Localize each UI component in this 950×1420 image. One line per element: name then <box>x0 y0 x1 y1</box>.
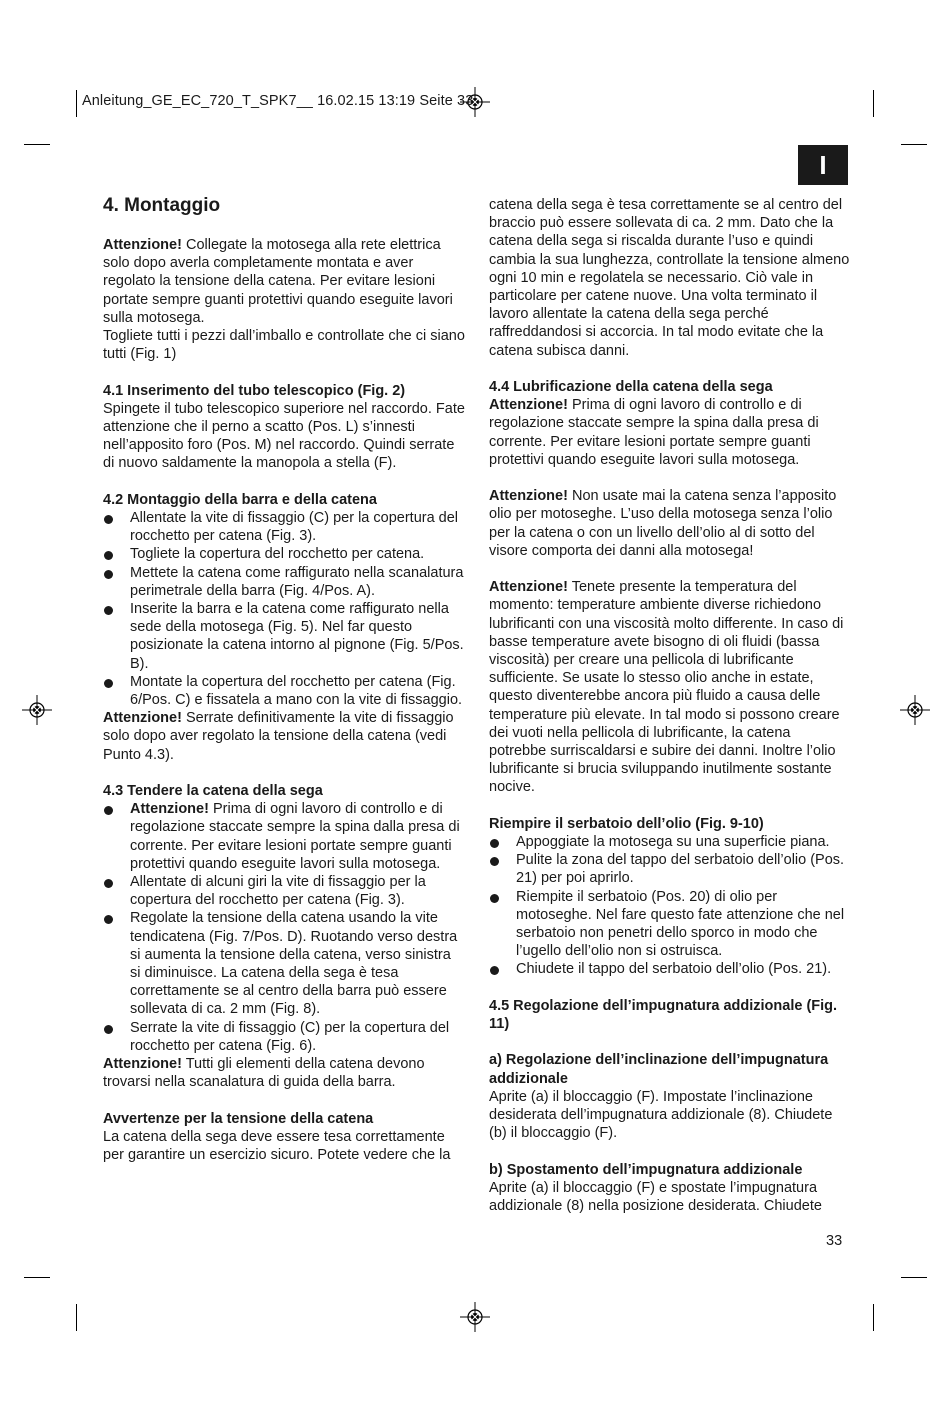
paragraph: Spingete il tubo telescopico superiore nel raccordo. Fate attenzione che il perno a scatto (Pos. L) s’innesti nell’apposito foro (Pos. M) nel raccordo. Quindi serrate di nuovo saldamente la manopola a stella (F). <box>103 400 465 472</box>
section-title: 4. Montaggio <box>103 195 221 216</box>
subsection-title: 4.4 Lubrificazione della catena della sega <box>489 379 773 396</box>
list-item: Attenzione! Prima di ogni lavoro di controllo e di regolazione staccate sempre la spina dalla presa di corrente. Per evitare lesioni portate sempre guanti protettivi quando eseguite lavori sulla motosega. <box>103 800 465 873</box>
subsection-title: Riempire il serbatoio dell’olio (Fig. 9-10) <box>489 815 764 832</box>
print-slug: Anleitung_GE_EC_720_T_SPK7__ 16.02.15 13:19 Seite 33 <box>82 93 474 109</box>
subsection-title: 4.3 Tendere la catena della sega <box>103 783 323 800</box>
registration-mark-icon <box>460 1302 490 1332</box>
crop-mark <box>24 1277 50 1278</box>
paragraph: Attenzione! Tutti gli elementi della catena devono trovarsi nella scanalatura di guida della barra. <box>103 1056 425 1091</box>
crop-mark <box>901 144 927 145</box>
paragraph: Attenzione! Collegate la motosega alla rete elettrica solo dopo averla completamente montata e aver regolato la tensione della catena. Per evitare lesioni portate sempre guanti protettivi quando eseguite lavori sulla motosega. <box>103 237 453 326</box>
subsection-title: 4.2 Montaggio della barra e della catena <box>103 491 377 508</box>
paragraph: Aprite (a) il bloccaggio (F). Impostate l’inclinazione desiderata dell’impugnatura addizionale (8). Chiudete (b) il bloccaggio (F). <box>489 1088 833 1142</box>
list-item: Serrate la vite di fissaggio (C) per la copertura del rocchetto per catena (Fig. 6). <box>103 1019 465 1055</box>
paragraph: La catena della sega deve essere tesa correttamente per garantire un esercizio sicuro. Potete vedere che la <box>103 1128 451 1164</box>
paragraph: Attenzione! Tenete presente la temperatura del momento: temperature ambiente diverse richiedono lubrificanti con una viscosità molto differente. In caso di basse temperature avete bisogno di oli fluidi (bassa viscosità) per creare una pellicola di lubrificante sufficiente. Se usate lo stesso olio anche in estate, questo diventerebbe ancora più fluido a causa delle temperature più elevate. In tal modo si possono creare dei vuoti nella pellicola di lubrificante, la catena potrebbe surriscaldarsi e subire dei danni. Inoltre l’olio lubrificante si brucia sviluppando inutilmente sostante nocive. <box>489 579 844 796</box>
subsection-title: 4.1 Inserimento del tubo telescopico (Fig. 2) <box>103 382 406 399</box>
left-column <box>103 196 465 1164</box>
crop-mark <box>873 90 874 117</box>
page-number: 33 <box>826 1233 843 1249</box>
crop-mark <box>24 144 50 145</box>
registration-mark-icon <box>900 695 930 725</box>
list-item: Togliete la copertura del rocchetto per catena. <box>103 545 465 563</box>
subsection-title: b) Spostamento dell’impugnatura addizionale <box>489 1161 803 1178</box>
registration-mark-icon <box>22 695 52 725</box>
paragraph: Attenzione! Non usate mai la catena senza l’apposito olio per motoseghe. L’uso della motosega senza l’olio per la catena o con un livello dell’olio al di sotto del visore comporta dei danni alla motosega! <box>489 488 837 559</box>
list-item: Riempite il serbatoio (Pos. 20) di olio per motoseghe. Nel fare questo fate attenzione che nel serbatoio non penetri dello sporco in modo che l’ugello dell’olio non si ostruisca. <box>489 888 851 961</box>
subsection-title: a) Regolazione dell’inclinazione dell’impugnatura addizionale <box>489 1052 829 1087</box>
bullet-list <box>103 509 465 709</box>
bullet-list <box>103 800 465 1055</box>
paragraph: Aprite (a) il bloccaggio (F) e spostate l’impugnatura addizionale (8) nella posizione desiderata. Chiudete <box>489 1179 822 1215</box>
list-item: Regolate la tensione della catena usando la vite tendicatena (Fig. 7/Pos. D). Ruotando verso destra si aumenta la tensione della catena, verso sinistra si diminuisce. La catena della sega è tesa correttamente se al centro della barra può essere sollevata di ca. 2 mm (Fig. 8). <box>103 909 465 1018</box>
list-item: Allentate di alcuni giri la vite di fissaggio per la copertura del rocchetto per catena (Fig. 3). <box>103 873 465 909</box>
paragraph: Togliete tutti i pezzi dall’imballo e controllate che ci siano tutti (Fig. 1) <box>103 328 465 363</box>
list-item: Montate la copertura del rocchetto per catena (Fig. 6/Pos. C) e fissatela a mano con la vite di fissaggio. <box>103 673 465 709</box>
list-item: Inserite la barra e la catena come raffigurato nella sede della motosega (Fig. 5). Nel far questo posizionate la catena intorno al pignone (Fig. 5/Pos. B). <box>103 600 465 673</box>
list-item: Pulite la zona del tappo del serbatoio dell’olio (Pos. 21) per poi aprirlo. <box>489 851 851 887</box>
paragraph: Attenzione! Serrate definitivamente la vite di fissaggio solo dopo aver regolato la tensione della catena (vedi Punto 4.3). <box>103 710 454 763</box>
crop-mark <box>901 1277 927 1278</box>
right-column <box>489 196 851 1215</box>
language-tab: I <box>798 145 848 185</box>
crop-mark <box>76 90 77 117</box>
crop-mark <box>873 1304 874 1331</box>
paragraph: Attenzione! Prima di ogni lavoro di controllo e di regolazione staccate sempre la spina dalla presa di corrente. Per evitare lesioni portate sempre guanti protettivi quando eseguite lavori sulla motosega. <box>489 397 819 468</box>
list-item: Chiudete il tappo del serbatoio dell’olio (Pos. 21). <box>489 960 851 978</box>
list-item: Allentate la vite di fissaggio (C) per la copertura del rocchetto per catena (Fig. 3). <box>103 509 465 545</box>
crop-mark <box>76 1304 77 1331</box>
bullet-list <box>489 833 851 979</box>
list-item: Mettete la catena come raffigurato nella scanalatura perimetrale della barra (Fig. 4/Pos. A). <box>103 564 465 600</box>
list-item: Appoggiate la motosega su una superficie piana. <box>489 833 851 851</box>
paragraph: catena della sega è tesa correttamente se al centro del braccio può essere sollevata di ca. 2 mm. Dato che la catena della sega si riscalda durante l’uso e quindi cambia la sua lunghezza, controllate la tensione almeno ogni 10 min e regolatela se necessario. Ciò vale in particolare per catene nuove. Una volta terminato il lavoro allentate la catena della sega perché raffreddandosi si accorcia. In tal modo evitate che la catena subisca danni. <box>489 197 850 359</box>
subsection-title: Avvertenze per la tensione della catena <box>103 1110 374 1127</box>
subsection-title: 4.5 Regolazione dell’impugnatura addizionale (Fig. 11) <box>489 997 838 1033</box>
